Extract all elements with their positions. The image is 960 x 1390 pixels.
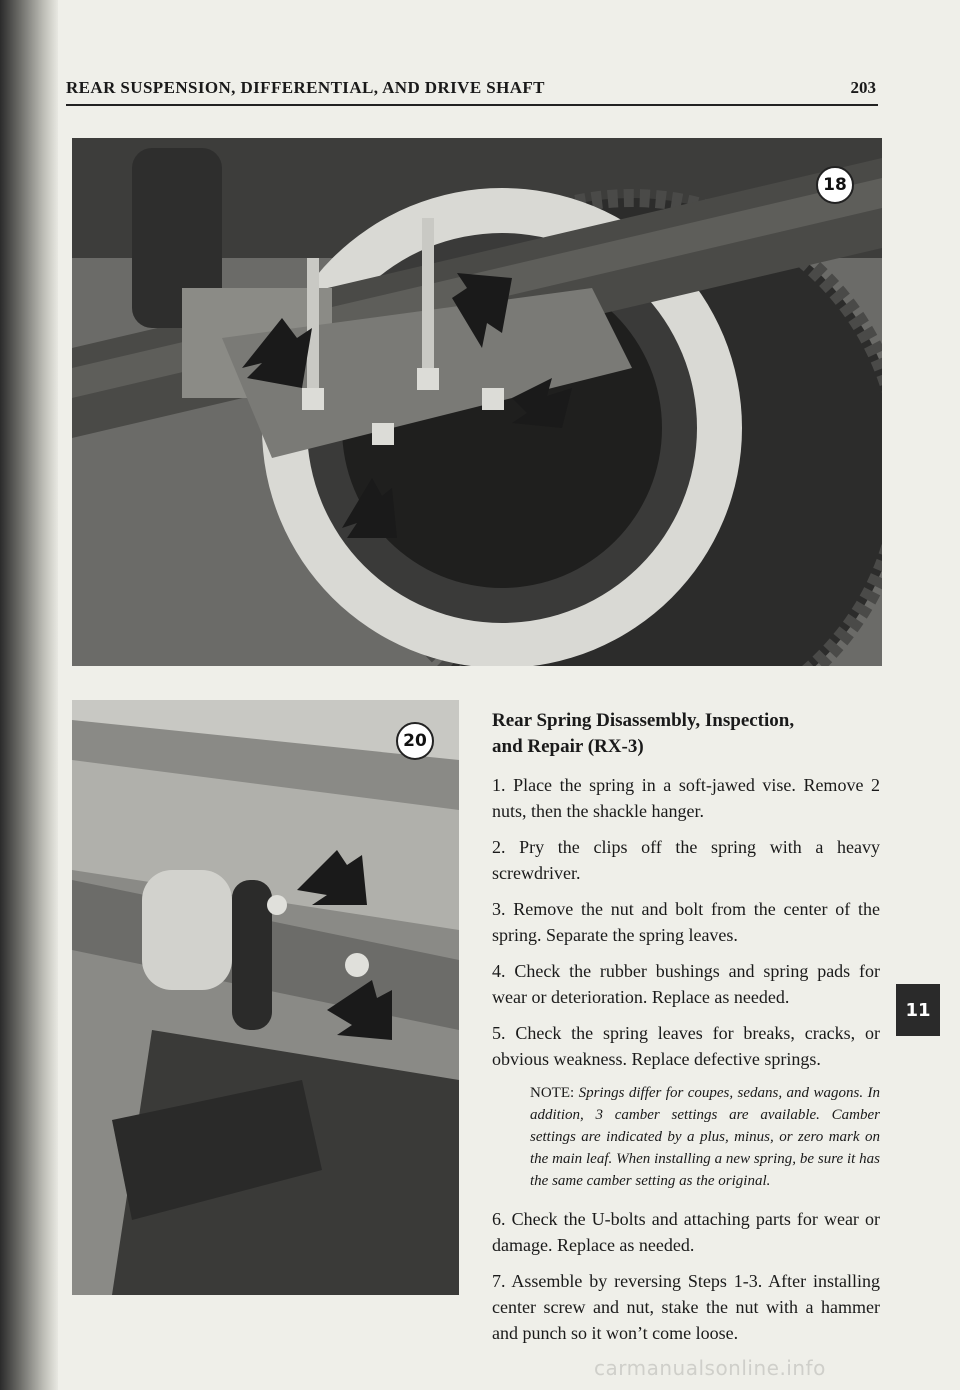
note-label: NOTE: [530,1085,579,1101]
procedure-step: 7. Assemble by reversing Steps 1-3. After installing center screw and nut, stake the nut with a hammer and punch so it won’t come loose. [492,1271,880,1343]
section-heading [492,708,880,760]
figure-number-badge: 20 [396,722,434,760]
procedure-step: 4. Check the rubber bushings and spring pads for wear or deterioration. Replace as needed. [492,961,880,1007]
procedure-step: 3. Remove the nut and bolt from the center of the spring. Separate the spring leaves. [492,899,880,945]
section-heading-line: and Repair (RX-3) [492,736,644,757]
chapter-tab: 11 [896,984,940,1036]
note-block [530,1082,880,1192]
spring-shackle-photo [72,700,459,1295]
rear-leaf-spring-photo [72,138,882,666]
page-number: 203 [850,78,876,97]
procedure-step: 5. Check the spring leaves for breaks, cracks, or obvious weakness. Replace defective springs. [492,1023,880,1069]
figure-20-photo [72,700,459,1295]
note-text: Springs differ for coupes, sedans, and wagons. In addition, 3 camber settings are available. Camber settings are indicated by a plus, minus, or zero mark on the main leaf. When installing a new spring, be sure it has the same camber setting as the original. [530,1085,880,1189]
procedure-step: 6. Check the U-bolts and attaching parts for wear or damage. Replace as needed. [492,1209,880,1255]
figure-number-badge: 18 [816,166,854,204]
header-title: REAR SUSPENSION, DIFFERENTIAL, AND DRIVE SHAFT [66,78,545,97]
figure-18-photo [72,138,882,666]
header-rule [66,104,878,106]
procedure-step: 1. Place the spring in a soft-jawed vise. Remove 2 nuts, then the shackle hanger. [492,775,880,821]
section-heading-line: Rear Spring Disassembly, Inspection, [492,710,795,731]
procedure-text [492,708,880,1356]
watermark: carmanualsonline.info [594,1356,826,1380]
procedure-step: 2. Pry the clips off the spring with a heavy screwdriver. [492,837,880,883]
book-spine-shadow [0,0,58,1390]
